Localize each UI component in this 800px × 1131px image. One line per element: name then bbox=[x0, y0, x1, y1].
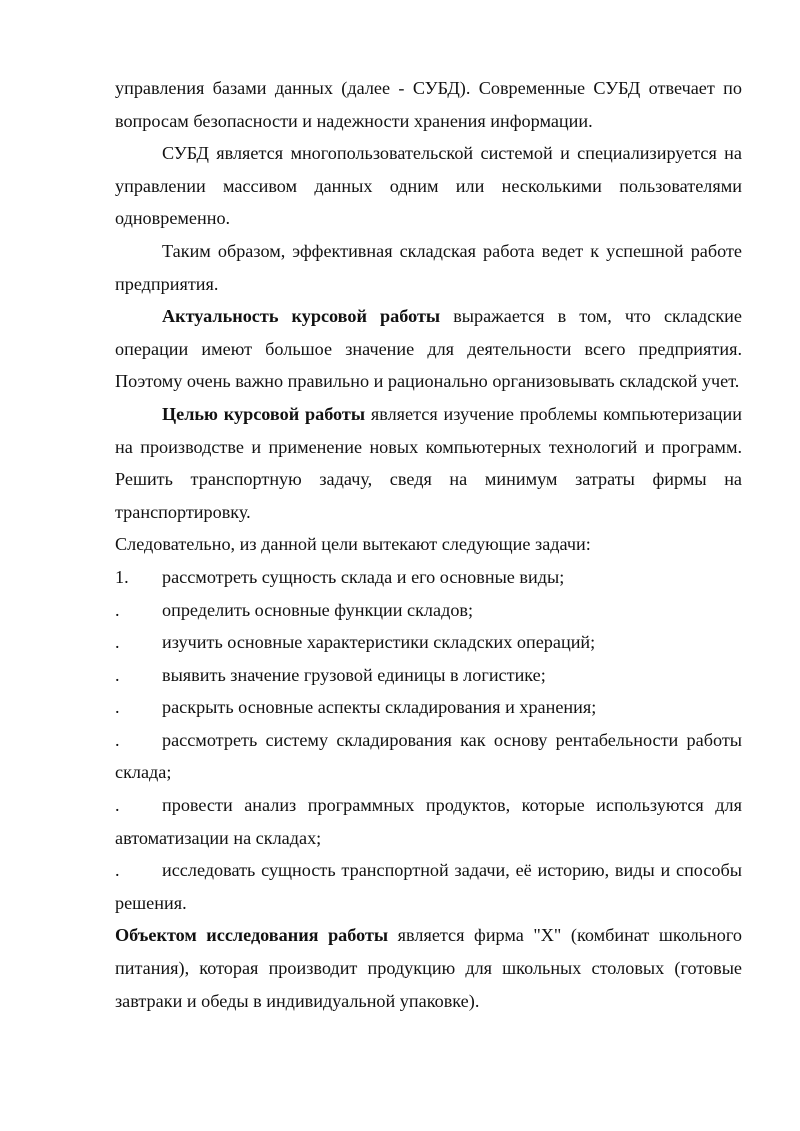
paragraph-goal bbox=[115, 398, 742, 528]
list-item bbox=[115, 594, 742, 627]
paragraph-conclusion: Таким образом, эффективная складская работа ведет к успешной работе предприятия. bbox=[115, 240, 742, 294]
goal-text: является изучение проблемы компьютеризации на производстве и применение новых компьютерных технологий и программ. Решить транспортную задачу, сведя на минимум затраты фирмы на транспортировку. bbox=[115, 403, 742, 522]
tasks-list bbox=[115, 561, 742, 920]
list-marker: . bbox=[115, 599, 120, 620]
list-marker: . bbox=[115, 860, 120, 881]
list-item bbox=[115, 789, 742, 854]
research-object-text: является фирма "Х" (комбинат школьного питания), которая производит продукцию для школьных столовых (готовые завтраки и обеды в индивидуальной упаковке). bbox=[115, 925, 742, 1011]
research-object-heading: Объектом исследования работы bbox=[115, 925, 389, 946]
paragraph-research-object bbox=[115, 919, 742, 1017]
list-marker: . bbox=[115, 729, 120, 750]
list-item-text: рассмотреть сущность склада и его основные виды; bbox=[162, 566, 565, 587]
list-marker: . bbox=[115, 795, 120, 816]
list-item-text: рассмотреть систему складирования как основу рентабельности работы склада; bbox=[115, 729, 742, 783]
document-page bbox=[115, 72, 742, 1017]
list-item bbox=[115, 691, 742, 724]
list-marker: . bbox=[115, 632, 120, 653]
list-marker: . bbox=[115, 664, 120, 685]
list-item-text: исследовать сущность транспортной задачи, её историю, виды и способы решения. bbox=[115, 860, 742, 913]
list-item-text: определить основные функции складов; bbox=[162, 599, 474, 620]
list-item bbox=[115, 659, 742, 692]
list-item bbox=[115, 854, 742, 919]
list-marker: 1. bbox=[115, 566, 129, 587]
list-item-text: провести анализ программных продуктов, которые используются для автоматизации на складах; bbox=[115, 795, 742, 848]
list-item-text: выявить значение грузовой единицы в логистике; bbox=[162, 664, 546, 685]
paragraph-dbms-multiuser: СУБД является многопользовательской системой и специализируется на управлении массивом данных одним или несколькими пользователями одновременно. bbox=[115, 143, 742, 229]
paragraph-relevance bbox=[115, 300, 742, 398]
paragraph-tasks-intro: Следовательно, из данной цели вытекают следующие задачи: bbox=[115, 534, 591, 555]
list-item bbox=[115, 724, 742, 789]
list-item bbox=[115, 626, 742, 659]
list-item-text: изучить основные характеристики складских операций; bbox=[162, 632, 596, 653]
paragraph-dbms-intro: управления базами данных (далее - СУБД). Современные СУБД отвечает по вопросам безопасности и надежности хранения информации. bbox=[115, 78, 742, 131]
list-marker: . bbox=[115, 697, 120, 718]
goal-heading: Целью курсовой работы bbox=[162, 403, 366, 424]
relevance-text: выражается в том, что складские операции имеют большое значение для деятельности всего предприятия. Поэтому очень важно правильно и рационально организовывать складской учет. bbox=[115, 306, 742, 392]
list-item bbox=[115, 561, 742, 594]
list-item-text: раскрыть основные аспекты складирования и хранения; bbox=[162, 697, 597, 718]
relevance-heading: Актуальность курсовой работы bbox=[162, 306, 441, 327]
